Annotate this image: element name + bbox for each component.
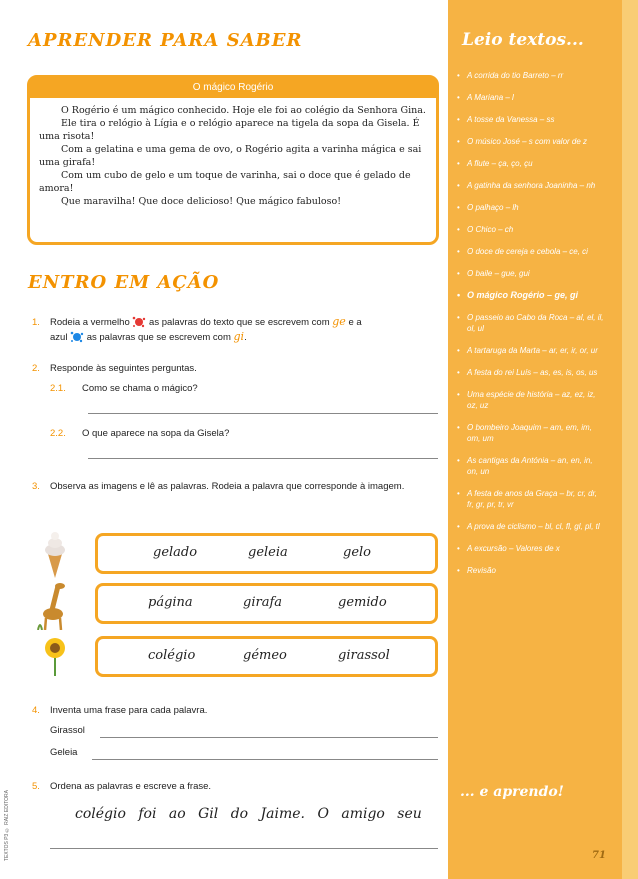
sidebar-item: • A festa de anos da Graça – br, cr, dr, fr, gr, pr, tr, vr [455, 488, 605, 510]
sidebar-item: • A festa do rei Luís – as, es, is, os, us [455, 367, 605, 378]
sidebar-item: • A Mariana – l [455, 92, 605, 103]
reading-paragraph: Com a gelatina e uma gema de ovo, o Rogério agita a varinha mágica e sai uma girafa! [39, 144, 422, 168]
word-option[interactable]: geleia [248, 545, 288, 560]
word-option[interactable]: gemido [338, 595, 387, 610]
syllable-ge: ge [332, 315, 346, 328]
word-option[interactable]: página [148, 595, 193, 610]
word-option[interactable]: girafa [243, 595, 283, 610]
question-2-2: 2.2. O que aparece na sopa da Gisela? [50, 428, 230, 439]
giraffe-image [36, 580, 74, 630]
question-5: 5. Ordena as palavras e escreve a frase. [32, 781, 212, 792]
sidebar-item: • O baile – gue, gui [455, 268, 605, 279]
answer-line-5[interactable] [50, 848, 438, 849]
reading-title: O mágico Rogério [30, 78, 436, 98]
sidebar-item: • A tosse da Vanessa – ss [455, 114, 605, 125]
word-row-1 [95, 533, 438, 574]
reading-paragraph: Que maravilha! Que doce delicioso! Que mágico fabuloso! [61, 196, 342, 207]
word-row-2 [95, 583, 438, 624]
section-title-entro: ENTRO EM AÇÃO [28, 272, 220, 293]
word-option[interactable]: gelado [153, 545, 198, 560]
reading-body [30, 98, 436, 208]
reading-paragraph: Ele tira o relógio à Lígia e o relógio aparece na tigela da sopa da Gisela. É uma risota! [39, 118, 420, 142]
question-1: 1. Rodeia a vermelho as palavras do texto que se escrevem com ge e a azul as palavras que se escrevem com gi. [32, 315, 362, 343]
sidebar-item-active: • O mágico Rogério – ge, gi [455, 290, 605, 301]
ice-cream-image [40, 528, 70, 580]
sidebar-edge [622, 0, 638, 879]
side-credit: TEXTOS P3 © RAIZ EDITORA [4, 790, 10, 862]
reading-paragraph: O Rogério é um mágico conhecido. Hoje ele foi ao colégio da Senhora Gina. [61, 105, 426, 116]
sidebar-item: • A excursão – Valores de x [455, 543, 605, 554]
sidebar-item: • As cantigas da Antónia – an, en, in, on, un [455, 455, 605, 477]
question-3: 3. Observa as imagens e lê as palavras. Rodeia a palavra que corresponde à imagem. [32, 481, 405, 492]
scrambled-sentence: colégio foi ao Gil do Jaime. O amigo seu [75, 806, 422, 822]
syllable-gi: gi [233, 330, 245, 343]
word-option[interactable]: gelo [343, 545, 371, 560]
question-2: 2. Responde às seguintes perguntas. [32, 363, 197, 374]
answer-line-girassol[interactable] [100, 737, 438, 738]
question-2-1: 2.1. Como se chama o mágico? [50, 383, 198, 394]
answer-line-2-1[interactable] [88, 413, 438, 414]
section-title-aprender: APRENDER PARA SABER [28, 30, 303, 51]
sidebar-item: • O músico José – s com valor de z [455, 136, 605, 147]
sidebar-item: • A corrida do tio Barreto – rr [455, 70, 605, 81]
sidebar-item: • O doce de cereja e cebola – ce, ci [455, 246, 605, 257]
word-row-3 [95, 636, 438, 677]
reading-paragraph: Com um cubo de gelo e um toque de varinha, sai o doce que é gelado de amora! [39, 170, 411, 194]
sidebar-item: • Uma espécie de história – az, ez, iz, oz, uz [455, 389, 605, 411]
sidebar-item: • O Chico – ch [455, 224, 605, 235]
sidebar-item: • O bombeiro Joaquim – am, em, im, om, um [455, 422, 605, 444]
sidebar-item: • A flute – ça, ço, çu [455, 158, 605, 169]
sidebar-item: • A prova de ciclismo – bl, cl, fl, gl, pl, tl [455, 521, 605, 532]
sunflower-image [40, 636, 70, 676]
reading-text-box [27, 75, 439, 245]
word-option[interactable]: colégio [148, 648, 196, 663]
sidebar-item: • A gatinha da senhora Joaninha – nh [455, 180, 605, 191]
red-splash-icon [132, 316, 146, 328]
answer-line-geleia[interactable] [92, 759, 438, 760]
word-option[interactable]: girassol [338, 648, 390, 663]
word-option[interactable]: gémeo [243, 648, 287, 663]
sidebar-item: • A tartaruga da Marta – ar, er, ir, or, ur [455, 345, 605, 356]
sidebar-list [455, 70, 605, 587]
sidebar-item: • O palhaço – lh [455, 202, 605, 213]
sidebar-footer: ... e aprendo! [460, 784, 564, 800]
label-geleia: Geleia [50, 747, 78, 758]
label-girassol: Girassol [50, 725, 85, 736]
sidebar-title: Leio textos... [462, 30, 584, 50]
answer-line-2-2[interactable] [88, 458, 438, 459]
sidebar-item: • O passeio ao Cabo da Roca – al, el, il, ol, ul [455, 312, 605, 334]
blue-splash-icon [70, 331, 84, 343]
page-number: 71 [592, 850, 606, 861]
question-4: 4. Inventa uma frase para cada palavra. [32, 705, 208, 716]
sidebar-item: • Revisão [455, 565, 605, 576]
